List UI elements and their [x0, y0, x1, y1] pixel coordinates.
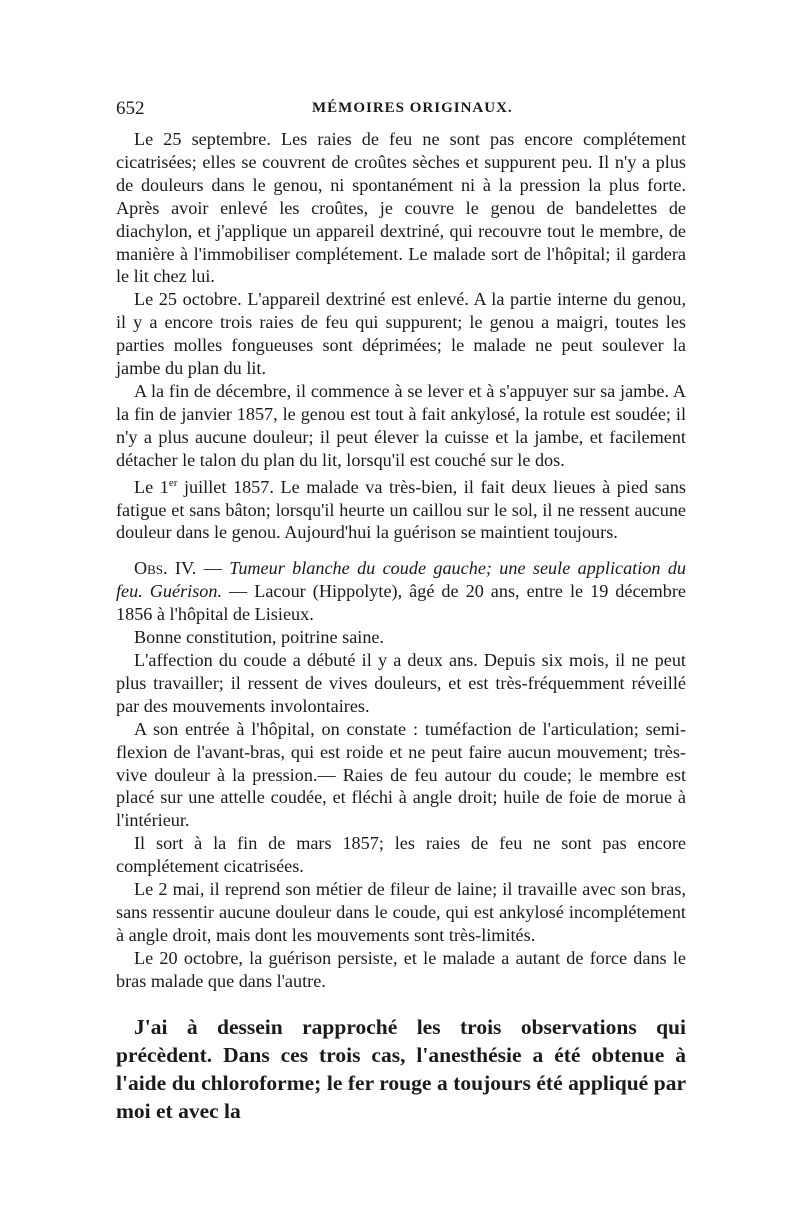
paragraph: Il sort à la fin de mars 1857; les raies de feu ne sont pas encore complétement cicatrisées.	[116, 833, 686, 877]
running-head: MÉMOIRES ORIGINAUX.	[312, 100, 513, 116]
page-header	[116, 98, 686, 124]
paragraph: A son entrée à l'hôpital, on constate : tuméfaction de l'articulation; semi-flexion de l'avant-bras, qui est roide et ne peut faire aucun mouvement; très-vive douleur à la pression.— Raies de feu autour du coude; le membre est placé sur une attelle coudée, et fléchi à angle droit; huile de foie de morue à l'intérieur.	[116, 718, 686, 831]
paragraph: Le 2 mai, il reprend son métier de fileur de laine; il travaille avec son bras, sans ressentir aucune douleur dans le coude, qui est ankylosé incomplétement à angle droit, mais dont les mouvements sont très-limités.	[116, 879, 686, 945]
paragraph: Le 25 septembre. Les raies de feu ne sont pas encore complétement cicatrisées; elles se couvrent de croûtes sèches et suppurent peu. Il n'y a plus de douleurs dans le genou, ni spontanément ni à la pression la plus forte. Après avoir enlevé les croûtes, je couvre le genou de bandelettes de diachylon, et j'applique un appareil dextriné, qui recouvre tout le membre, de manière à l'immobiliser complétement. Le malade sort de l'hôpital; il gardera le lit chez lui.	[116, 129, 686, 287]
observation-title: Tumeur blanche du coude gauche; une seule application du feu. Guérison.	[116, 558, 687, 602]
closing-remarks	[116, 1013, 686, 1125]
paragraph: J'ai à dessein rapproché les trois observations qui précèdent. Dans ces trois cas, l'anesthésie a été obtenue à l'aide du chloroforme; le fer rouge a toujours été appliqué par moi et avec la	[116, 1014, 686, 1123]
observation-intro: — Lacour (Hippolyte), âgé de 20 ans, entre le 19 décembre 1856 à l'hôpital de Lisieux.	[116, 581, 686, 625]
page-number: 652	[116, 98, 145, 119]
page-body	[116, 98, 686, 1125]
paragraph: L'affection du coude a débuté il y a deux ans. Depuis six mois, il ne peut plus travailler; il ressent de vives douleurs, et est très-fréquemment réveillé par des mouvements involontaires.	[116, 650, 686, 716]
observation-4	[116, 557, 686, 992]
dash: —	[196, 558, 230, 579]
date-text: Le 1	[134, 476, 169, 497]
paragraph: A la fin de décembre, il commence à se lever et à s'appuyer sur sa jambe. A la fin de janvier 1857, le genou est tout à fait ankylosé, la rotule est soudée; il n'y a plus aucune douleur; il peut élever la cuisse et la jambe, et facilement détacher le talon du plan du lit, lorsqu'il est couché sur le dos.	[116, 380, 686, 470]
paragraph	[116, 472, 686, 545]
paragraph: Bonne constitution, poitrine saine.	[134, 627, 385, 648]
superscript: er	[168, 476, 178, 489]
case-3-continuation	[116, 128, 686, 544]
observation-heading	[116, 557, 686, 626]
observation-label: Obs. IV.	[134, 558, 197, 579]
paragraph: Le 25 octobre. L'appareil dextriné est enlevé. A la partie interne du genou, il y a encore trois raies de feu qui suppurent; le genou a maigri, toutes les parties molles fongueuses sont déprimées; le malade ne peut soulever la jambe du plan du lit.	[116, 289, 686, 379]
paragraph-text: juillet 1857. Le malade va très-bien, il fait deux lieues à pied sans fatigue et sans bâton; lorsqu'il heurte un caillou sur le sol, il ne ressent aucune douleur dans le genou. Aujourd'hui la guérison se maintient toujours.	[116, 476, 687, 543]
paragraph: Le 20 octobre, la guérison persiste, et le malade a autant de force dans le bras malade que dans l'autre.	[116, 947, 686, 991]
